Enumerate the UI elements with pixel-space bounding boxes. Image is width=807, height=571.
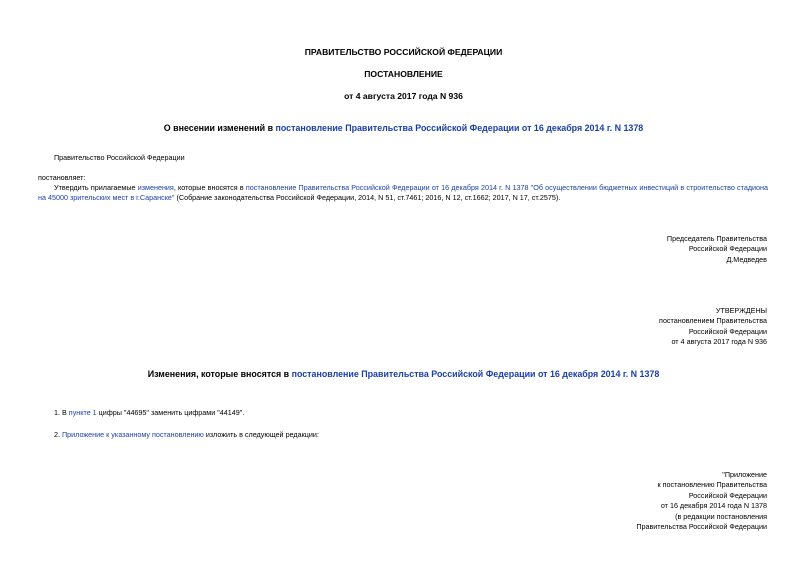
approved-line-3: Российской Федерации xyxy=(688,326,767,336)
paragraph-1-text-b: , которые вносятся в xyxy=(173,183,246,192)
government-heading: ПРАВИТЕЛЬСТВО РОССИЙСКОЙ ФЕДЕРАЦИИ xyxy=(304,47,503,57)
changes-title xyxy=(0,368,807,381)
decrees-text: постановляет: xyxy=(38,173,86,182)
change-item-1-text-a: 1. В xyxy=(54,408,69,417)
approved-line-4: от 4 августа 2017 года N 936 xyxy=(671,337,767,347)
paragraph-1 xyxy=(38,183,768,204)
change-item-2-text-a: 2. xyxy=(54,430,62,439)
intro-text: Правительство Российской Федерации xyxy=(54,153,185,162)
appendix-line-4: от 16 декабря 2014 года N 1378 xyxy=(660,501,767,511)
changes-link[interactable]: изменения xyxy=(137,183,174,192)
appendix-line-1: "Приложение xyxy=(722,470,767,479)
approved-line-1: УТВЕРЖДЕНЫ xyxy=(715,306,767,315)
clause-1-link[interactable]: пункте 1 xyxy=(68,408,97,417)
doc-type-heading: ПОСТАНОВЛЕНИЕ xyxy=(364,69,443,79)
approved-line-2: постановлением Правительства xyxy=(659,316,767,326)
document-title xyxy=(0,122,807,135)
signature-name: Д.Медведев xyxy=(726,254,767,264)
change-item-1-text-b: цифры "44695" заменить цифрами "44149". xyxy=(96,408,245,417)
paragraph-1-text-a: Утвердить прилагаемые xyxy=(54,183,138,192)
appendix-line-3: Российской Федерации xyxy=(688,490,767,500)
change-item-1 xyxy=(54,408,244,418)
decree-1378-link[interactable]: постановление Правительства Российской Федерации от 16 декабря 2014 г. N 1378 "Об осуществлении бюджетных инвестиций в строительство стадиона на 45000 зрительских мест в г.Саранске" xyxy=(38,183,768,203)
document-title-link[interactable]: постановление Правительства Российской Федерации от 16 декабря 2014 г. N 1378 xyxy=(275,123,644,133)
changes-title-prefix: Изменения, которые вносятся в xyxy=(147,369,292,379)
date-number-heading: от 4 августа 2017 года N 936 xyxy=(344,91,463,101)
changes-title-link[interactable]: постановление Правительства Российской Федерации от 16 декабря 2014 г. N 1378 xyxy=(291,369,660,379)
appendix-line-6: Правительства Российской Федерации xyxy=(636,522,767,532)
appendix-block xyxy=(636,470,767,533)
signature-line-1: Председатель Правительства xyxy=(666,234,767,243)
paragraph-1-text-c: (Собрание законодательства Российской Федерации, 2014, N 51, ст.7461; 2016, N 12, ст.1662; 2017, N 17, ст.2575). xyxy=(174,193,561,203)
document-title-prefix: О внесении изменений в xyxy=(163,123,276,133)
change-item-2 xyxy=(54,430,319,440)
approved-block xyxy=(659,306,767,348)
change-item-2-text-b: изложить в следующей редакции: xyxy=(203,430,319,439)
appendix-link[interactable]: Приложение к указанному постановлению xyxy=(62,430,204,439)
appendix-line-5: (в редакции постановления xyxy=(675,511,767,521)
signature-block xyxy=(667,234,767,265)
appendix-line-2: к постановлению Правительства xyxy=(657,480,767,490)
signature-line-2: Российской Федерации xyxy=(688,244,767,254)
